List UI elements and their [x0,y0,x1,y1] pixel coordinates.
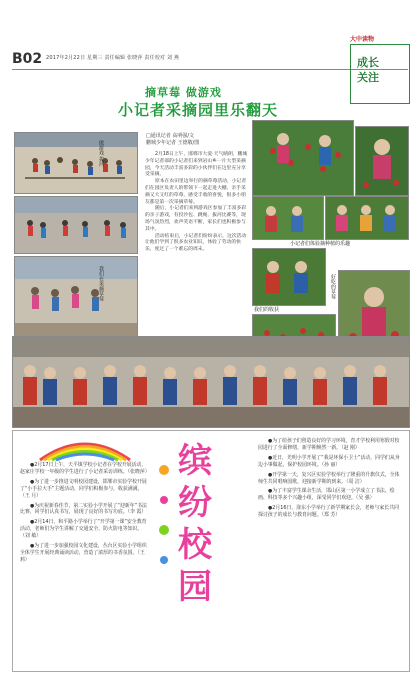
photo-picking-image [15,257,137,345]
photo-strawberry-2-image [356,127,408,195]
photo-strawberry-4-image [326,197,408,239]
news-item: ●2月16日，滏东小学举行了新学期家长会，老师与家长共同探讨孩子的成长与教育问题。（郑 芳） [258,505,399,519]
article-paragraph: 随后，小记者们来到游戏区参加了丰富多彩的亲子游戏，有投沙包、跳绳、拔河比赛等，现场气氛热烈，欢声笑语不断，家长们也积极参与其中。 [145,206,247,232]
photo-tug-of-war [14,132,138,194]
caption-photo8: 好吃的草莓 [330,274,336,299]
caption-photo1: 做游戏 拔河 [98,140,104,167]
caption-photo6: 小记者们体验摘种植的乐趣 [290,241,351,247]
photo-strawberry-1-image [253,121,353,195]
news-item: ●为了给孩子们创造良好的学习环境，育才学校利用寒假对校园进行了全面修缮，新学期焕然一新。（赵 刚） [258,438,400,451]
article-paragraph: 2月18日上午，邯郸市大爱·天气晴朗，鹏城少年记者部的小记者们来到岩山乡一片大型采摘园，今天活动丰富多彩的小伙伴们在这里充分享受采摘。 [145,152,248,178]
photo-strawberry-3 [252,196,324,240]
column-logo [350,34,374,43]
news-item: ●近日，光明小学开展了“我是环保小卫士”活动，同学们从身边小事做起，保护校园环境。（孙 丽） [258,454,400,468]
header-info: 2017年2月22日 星期三 责任编辑 张晓萍 责任校对 刘 燕 [46,55,180,61]
caption-photo7: 我们的收获 [254,307,280,313]
photo-tug-of-war-image [15,133,137,193]
article-kicker: 摘草莓 做游戏 [145,86,222,99]
news-item: ●为庆祝新春佳节，第二实验小学开展了“迎新年”书法比赛，同学们认真书写，展现了良好的书写功底。（李 霞） [20,502,147,516]
news-item: ●2月17日上午，天平镇学校小记者在学校开展活动，赵家庄学校一年级的学生进行了小记者采访训练。（张晓萍） [20,462,150,475]
news-item: ●为了进一步加强校园文化建设，丛台区实验小学组织全体学生开展经典诵读活动，营造了浓厚的书香氛围。（王 莉） [20,543,147,563]
photo-strawberry-2 [355,126,409,196]
byline-photographer: 鹏城少年记者 王德敬/图 [146,140,200,146]
photo-game-image [15,197,137,253]
column-title-line1: 成长 [357,56,379,69]
page-number: B02 [12,51,43,67]
photo-picking [14,256,138,346]
article-paragraph: 原本在农田里边举行的摘草莓活动，小记者们在园区负责人的带领下一起走进大棚，亲手采摘又大又红的草莓，感受丰收的喜悦，很多小朋友都是第一次采摘草莓。 [145,179,247,205]
article-body [145,152,249,254]
article-paragraph: 活动结束后，小记者们纷纷表示，这次活动让他们学到了很多农业知识，体验了劳动的快乐，度过了一个难忘的周末。 [145,233,247,253]
photo-strawberry-1 [252,120,354,196]
photo-group-image [13,337,409,427]
photo-strawberry-5-image [253,249,325,305]
rainbow-svg [30,434,140,462]
flower-icon [154,460,174,580]
banner-char: 园 [178,567,212,607]
news-left-column [20,462,148,567]
photo-group [12,336,410,428]
header-rule [12,69,408,70]
column-logo-text: 大中读物 [350,36,375,43]
banner-char: 缤 [178,441,212,481]
news-right-column [258,438,402,522]
photo-strawberry-3-image [253,197,323,239]
news-item: ●为了进一步推进文明校园建设，邯郸市实验学校开展了“小手拉大手”主题活动，同学们积极参与，收获满满。（王 月） [20,478,147,499]
news-item: ●2月14日，和平路小学举行了“开学第一课”安全教育活动，老师们为学生讲解了交通安全、防火防电等知识。（刘 敏） [20,519,147,540]
caption-photo3: 我们在采摘草莓 [98,266,104,301]
column-title [357,55,379,85]
banner-char: 校 [178,525,212,565]
news-item: ●为了丰富学生课余生活，邯山区第一小学成立了书法、绘画、科技等多个兴趣小组，深受同学们欢迎。（吴 强） [258,488,395,502]
photo-strawberry-4 [325,196,409,240]
rainbow-art [30,434,140,462]
decor-flowers [154,460,174,580]
byline [146,133,199,147]
banner-title [178,440,248,608]
news-item: ●开学第一天，复兴区实验学校举行了隆重的升旗仪式，全体师生共同唱响国歌，迎接新学期的到来。（周 洁） [258,471,400,485]
byline-author: □通讯记者 高明强/文 [146,133,194,139]
photo-strawberry-5 [252,248,326,306]
banner-char: 纷 [178,483,212,523]
article-headline: 小记者采摘园里乐翻天 [118,101,279,119]
photo-game [14,196,138,254]
column-title-line2: 关注 [357,71,379,84]
